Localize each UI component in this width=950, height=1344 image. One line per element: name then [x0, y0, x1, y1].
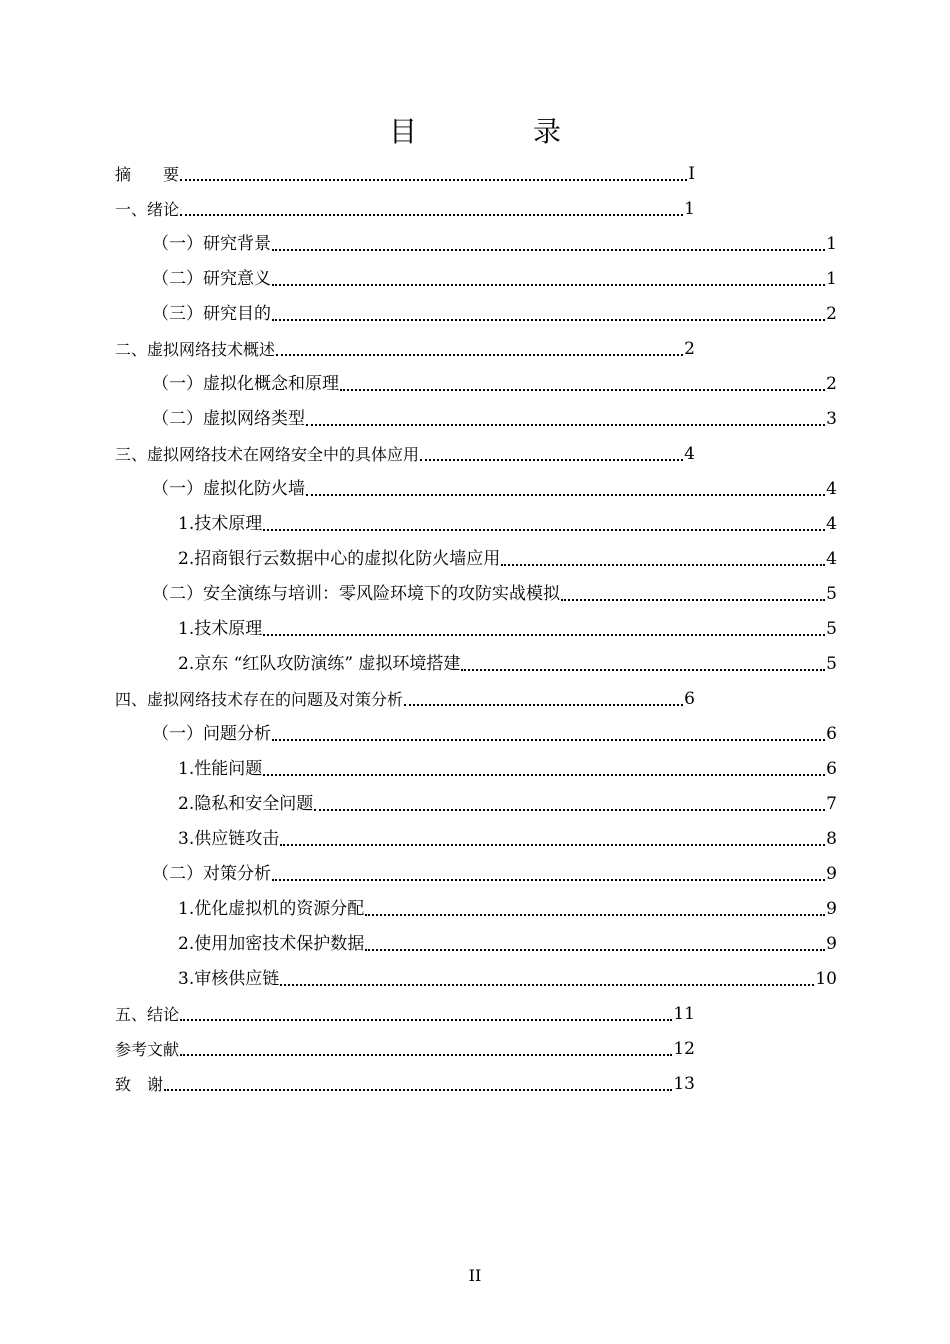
toc-entry-page: 5	[826, 584, 837, 604]
toc-entry[interactable]	[115, 682, 695, 717]
toc-leader-dots	[164, 1089, 672, 1091]
toc-entry-label: 二、虚拟网络技术概述	[115, 340, 276, 359]
toc-entry-label: （二）安全演练与培训：零风险环境下的攻防实战模拟	[152, 584, 560, 604]
toc-entry[interactable]	[178, 542, 837, 577]
toc-entry-label: （一）虚拟化概念和原理	[152, 374, 339, 394]
toc-entry[interactable]	[115, 437, 695, 472]
toc-entry-page: 13	[673, 1074, 695, 1094]
toc-entry[interactable]	[178, 612, 837, 647]
toc-entry[interactable]	[178, 822, 837, 857]
toc-entry[interactable]	[178, 892, 837, 927]
toc-entry-page: 2	[826, 304, 837, 324]
toc-entry-label: 3.审核供应链	[178, 969, 280, 989]
toc-leader-dots	[263, 634, 825, 636]
toc-entry-label: 四、虚拟网络技术存在的问题及对策分析	[115, 690, 404, 709]
toc-entry[interactable]	[178, 787, 837, 822]
toc-entry-page: 10	[815, 969, 837, 989]
toc-entry-label: 三、虚拟网络技术在网络安全中的具体应用	[115, 445, 420, 464]
toc-leader-dots	[272, 879, 825, 881]
toc-leader-dots	[280, 984, 814, 986]
toc-entry-label: （一）虚拟化防火墙	[152, 479, 305, 499]
toc-entry-label: 2.使用加密技术保护数据	[178, 934, 365, 954]
toc-leader-dots	[340, 389, 825, 391]
toc-entry-label: 参考文献	[115, 1040, 180, 1059]
toc-entry-page: I	[688, 164, 695, 184]
toc-entry-page: 6	[826, 724, 837, 744]
toc-entry-page: 11	[673, 1004, 695, 1024]
toc-leader-dots	[365, 949, 825, 951]
toc-entry-label: （三）研究目的	[152, 304, 271, 324]
toc-entry[interactable]	[178, 752, 837, 787]
toc-leader-dots	[420, 459, 683, 461]
toc-entry[interactable]	[152, 857, 837, 892]
toc-leader-dots	[180, 1054, 672, 1056]
toc-entry[interactable]	[152, 577, 837, 612]
toc-entry-label: 1.技术原理	[178, 514, 263, 534]
toc-entry-page: 4	[826, 479, 837, 499]
page-title: 目 录	[388, 115, 605, 148]
toc-entry[interactable]	[178, 507, 837, 542]
toc-leader-dots	[306, 424, 825, 426]
toc-leader-dots	[272, 249, 825, 251]
toc-entry-page: 8	[826, 829, 837, 849]
toc-entry-label: 致 谢	[115, 1075, 164, 1094]
toc-entry-page: 4	[684, 444, 695, 464]
page-number: II	[468, 1266, 482, 1285]
toc-entry[interactable]	[115, 332, 695, 367]
toc-entry-page: 2	[684, 339, 695, 359]
toc-entry-label: （二）研究意义	[152, 269, 271, 289]
toc-entry-page: 2	[826, 374, 837, 394]
toc-entry-page: 5	[826, 654, 837, 674]
toc-leader-dots	[272, 319, 825, 321]
toc-leader-dots	[180, 179, 687, 181]
toc-entry[interactable]	[152, 717, 837, 752]
toc-entry-page: 4	[826, 549, 837, 569]
toc-entry-page: 9	[826, 934, 837, 954]
toc-entry[interactable]	[152, 402, 837, 437]
toc-entry-page: 7	[826, 794, 837, 814]
toc-entry-label: 1.技术原理	[178, 619, 263, 639]
toc-leader-dots	[272, 739, 825, 741]
toc-entry[interactable]	[115, 1067, 695, 1102]
toc-entry-page: 9	[826, 899, 837, 919]
toc-entry-page: 1	[826, 234, 837, 254]
toc-entry-label: 五、结论	[115, 1005, 180, 1024]
toc-entry-page: 1	[684, 199, 695, 219]
toc-entry-page: 3	[826, 409, 837, 429]
toc-entry-label: 1.性能问题	[178, 759, 263, 779]
toc-entry-label: （二）虚拟网络类型	[152, 409, 305, 429]
toc-entry-label: 2.京东 “红队攻防演练” 虚拟环境搭建	[178, 654, 461, 674]
toc-entry-label: 1.优化虚拟机的资源分配	[178, 899, 365, 919]
toc-entry[interactable]	[115, 157, 695, 192]
toc-leader-dots	[263, 529, 825, 531]
toc-leader-dots	[180, 1019, 672, 1021]
toc-entry[interactable]	[152, 262, 837, 297]
toc-entry[interactable]	[152, 297, 837, 332]
toc-leader-dots	[404, 704, 683, 706]
toc-leader-dots	[314, 809, 825, 811]
toc-entry-label: 2.招商银行云数据中心的虚拟化防火墙应用	[178, 549, 501, 569]
toc-leader-dots	[461, 669, 825, 671]
toc-entry[interactable]	[178, 647, 837, 682]
toc-entry-label: 一、绪论	[115, 200, 180, 219]
toc-entry-page: 1	[826, 269, 837, 289]
toc-entry[interactable]	[178, 962, 837, 997]
toc-leader-dots	[263, 774, 825, 776]
toc-leader-dots	[276, 354, 683, 356]
toc-entry-label: （一）问题分析	[152, 724, 271, 744]
toc-entry[interactable]	[115, 1032, 695, 1067]
toc-entry-label: （一）研究背景	[152, 234, 271, 254]
toc-entry[interactable]	[152, 472, 837, 507]
toc-entry-page: 9	[826, 864, 837, 884]
toc-leader-dots	[306, 494, 825, 496]
toc-entry-label: 2.隐私和安全问题	[178, 794, 314, 814]
toc-entry-label: 3.供应链攻击	[178, 829, 280, 849]
toc-entry[interactable]	[152, 227, 837, 262]
toc-entry-page: 5	[826, 619, 837, 639]
toc-entry[interactable]	[152, 367, 837, 402]
toc-entry[interactable]	[115, 997, 695, 1032]
toc-leader-dots	[280, 844, 825, 846]
toc-leader-dots	[561, 599, 825, 601]
toc-entry-page: 6	[826, 759, 837, 779]
toc-leader-dots	[365, 914, 825, 916]
toc-entry[interactable]	[178, 927, 837, 962]
toc-leader-dots	[272, 284, 825, 286]
toc-entry-page: 4	[826, 514, 837, 534]
toc-leader-dots	[180, 214, 683, 216]
toc-entry-page: 6	[684, 689, 695, 709]
toc-entry[interactable]	[115, 192, 695, 227]
toc-entry-page: 12	[673, 1039, 695, 1059]
toc-entry-label: （二）对策分析	[152, 864, 271, 884]
toc-leader-dots	[501, 564, 825, 566]
toc-entry-label: 摘 要	[115, 165, 180, 184]
